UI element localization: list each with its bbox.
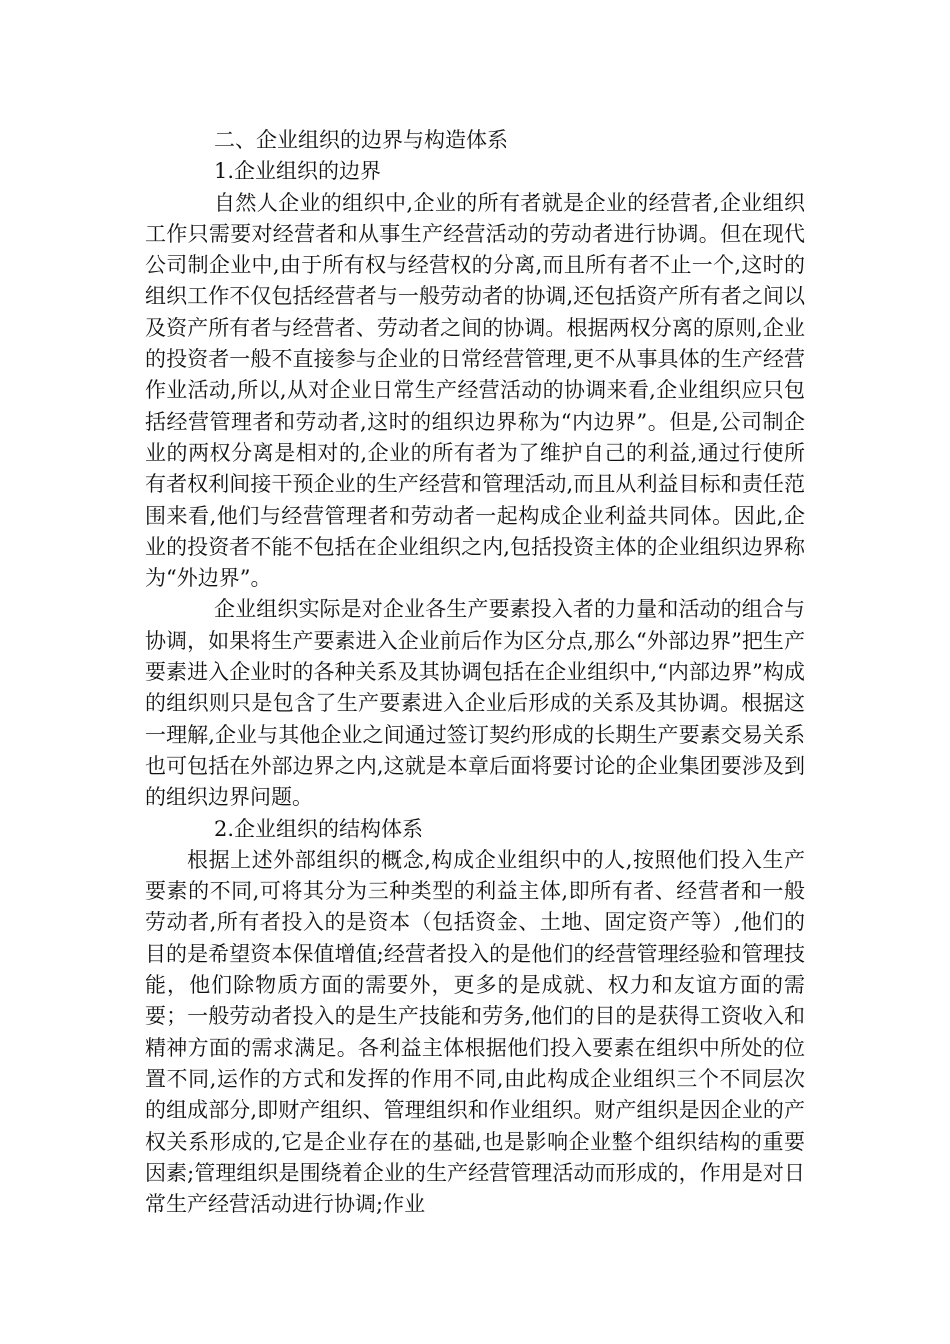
paragraph-boundary-coordination: 企业组织实际是对企业各生产要素投入者的力量和活动的组合与协调，如果将生产要素进入企业前后作为区分点,那么“外部边界”把生产要素进入企业时的各种关系及其协调包括在企业组织中,“内部边界”构成的组织则只是包含了生产要素进入企业后形成的关系及其协调。根据这一理解,企业与其他企业之间通过签订契约形成的长期生产要素交易关系也可包括在外部边界之内,这就是本章后面将要讨论的企业集团要涉及到的组织边界问题。 — [145, 597, 805, 810]
subsection-title-structure: 2.企业组织的结构体系 — [214, 816, 424, 841]
subsection-title-boundary: 1.企业组织的边界 — [214, 159, 382, 184]
document-page — [145, 125, 805, 1220]
paragraph-structure-system: 根据上述外部组织的概念,构成企业组织中的人,按照他们投入生产要素的不同,可将其分为三种类型的利益主体,即所有者、经营者和一般劳动者,所有者投入的是资本（包括资金、土地、固定资产等）,他们的目的是希望资本保值增值;经营者投入的是他们的经营管理经验和管理技能，他们除物质方面的需要外，更多的是成就、权力和友谊方面的需要；一般劳动者投入的是生产技能和劳务,他们的目的是获得工资收入和精神方面的需求满足。各利益主体根据他们投入要素在组织中所处的位置不同,运作的方式和发挥的作用不同,由此构成企业组织三个不同层次的组成部分,即财产组织、管理组织和作业组织。财产组织是因企业的产权关系形成的,它是企业存在的基础,也是影响企业整个组织结构的重要因素;管理组织是围绕着企业的生产经营管理活动而形成的，作用是对日常生产经营活动进行协调;作业 — [145, 847, 805, 1217]
section-title: 二、企业组织的边界与构造体系 — [214, 128, 508, 152]
paragraph-boundary-definition: 自然人企业的组织中,企业的所有者就是企业的经营者,企业组织工作只需要对经营者和从事生产经营活动的劳动者进行协调。但在现代公司制企业中,由于所有权与经营权的分离,而且所有者不止一个,这时的组织工作不仅包括经营者与一般劳动者的协调,还包括资产所有者之间以及资产所有者与经营者、劳动者之间的协调。根据两权分离的原则,企业的投资者一般不直接参与企业的日常经营管理,更不从事具体的生产经营作业活动,所以,从对企业日常生产经营活动的协调来看,企业组织应只包括经营管理者和劳动者,这时的组织边界称为“内边界”。但是,公司制企业的两权分离是相对的,企业的所有者为了维护自己的利益,通过行使所有者权利间接干预企业的生产经营和管理活动,而且从利益目标和责任范围来看,他们与经营管理者和劳动者一起构成企业利益共同体。因此,企业的投资者不能不包括在企业组织之内,包括投资主体的企业组织边界称为“外边界”。 — [145, 190, 805, 591]
